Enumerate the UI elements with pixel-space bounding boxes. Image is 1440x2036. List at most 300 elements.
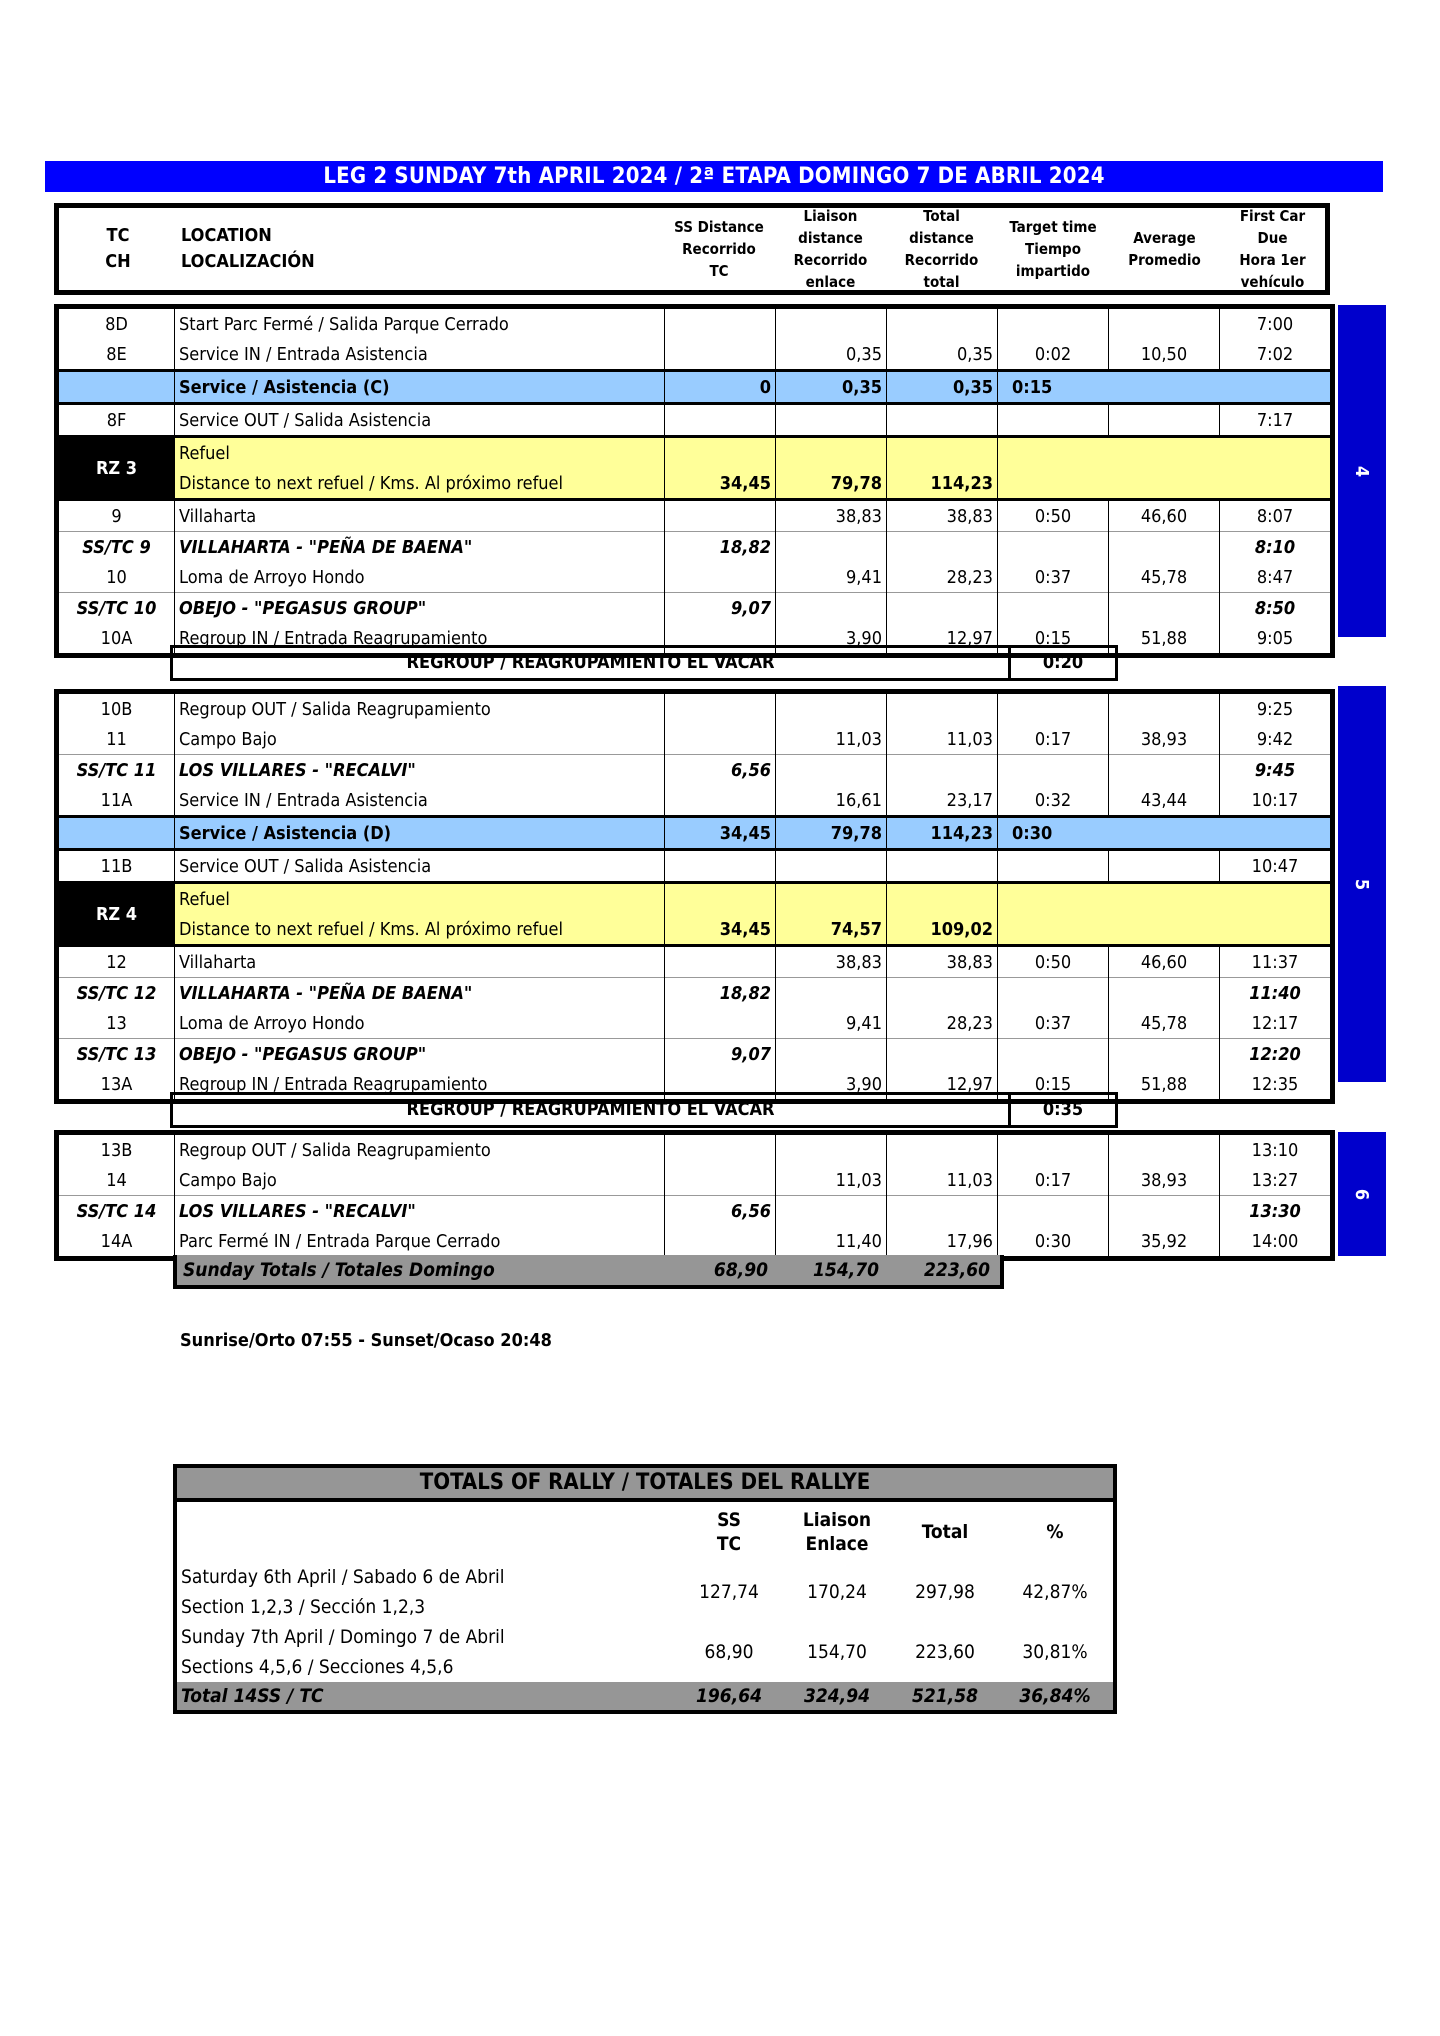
special-stage-row [57,978,1333,1009]
table-row [57,692,1333,725]
row-desc [177,1562,675,1622]
header-line: TC [709,262,729,280]
ss-distance: 0 [665,371,776,404]
liaison-distance: 38,83 [776,500,887,532]
location: VILLAHARTA - "PEÑA DE BAENA" [175,978,665,1009]
sunday-totals-ss: 68,90 [713,1259,768,1281]
first-car-time: 11:40 [1220,978,1333,1009]
liaison-distance [776,532,887,563]
control-code: 11 [57,724,175,755]
row-total: 297,98 [915,1581,975,1603]
liaison-distance [776,1039,887,1070]
location: OBEJO - "PEGASUS GROUP" [175,1039,665,1070]
total-distance [887,1039,998,1070]
ss-distance [665,1133,776,1166]
refuel-total-spacer [887,437,998,469]
average-speed [1109,978,1220,1009]
col-line: SS [717,1509,741,1531]
total-distance: 0,35 [887,371,998,404]
control-code: 8F [57,404,175,437]
target-time: 0:15 [998,623,1109,656]
target-time: 0:02 [998,339,1109,371]
ss-distance: 18,82 [665,532,776,563]
liaison-distance [776,593,887,624]
col-total [891,1520,999,1544]
liaison-distance: 3,90 [776,623,887,656]
refuel-liaison-spacer [776,437,887,469]
row-desc [177,1622,675,1682]
rally-totals-title: TOTALS OF RALLY / TOTALES DEL RALLYE [177,1468,1113,1502]
header-ch: CH [105,251,131,272]
ss-distance [665,692,776,725]
location: LOS VILLARES - "RECALVI" [175,1196,665,1227]
target-time: 0:17 [998,724,1109,755]
average-speed: 45,78 [1109,562,1220,593]
location: Campo Bajo [175,1165,665,1196]
target-time: 0:15 [998,1069,1109,1102]
control-code: 11B [57,850,175,883]
refuel-total-spacer [887,883,998,915]
ss-distance: 18,82 [665,978,776,1009]
refuel-ss-spacer [665,883,776,915]
target-time: 0:37 [998,562,1109,593]
sunday-totals-label: Sunday Totals / Totales Domingo [183,1259,495,1281]
rally-totals-table [173,1464,1117,1714]
target-time [998,1133,1109,1166]
liaison-distance [776,692,887,725]
first-car-time: 13:27 [1220,1165,1333,1196]
first-car-time: 8:50 [1220,593,1333,624]
average-speed [1109,1133,1220,1166]
location: VILLAHARTA - "PEÑA DE BAENA" [175,532,665,563]
total-distance: 23,17 [887,785,998,817]
col-liaison [783,1508,891,1556]
refuel-empty [998,914,1333,946]
average-speed [1109,850,1220,883]
total-pct: 36,84% [1019,1685,1091,1707]
table-row [57,1165,1333,1196]
liaison-distance: 3,90 [776,1069,887,1102]
refuel-liaison-spacer [776,883,887,915]
control-code: 11A [57,785,175,817]
row-ss: 127,74 [699,1581,759,1603]
average-speed: 51,88 [1109,623,1220,656]
control-code: 13 [57,1008,175,1039]
col-line: % [1046,1521,1064,1543]
header-line: Target time [1009,218,1097,236]
total-ss: 196,64 [696,1685,762,1707]
header-average [1109,208,1220,290]
total-distance: 12,97 [887,623,998,656]
control-code: SS/TC 10 [57,593,175,624]
location: Service IN / Entrada Asistencia [175,339,665,371]
header-location-es: LOCALIZACIÓN [181,251,315,272]
location: Service / Asistencia (D) [175,817,665,850]
control-code: SS/TC 13 [57,1039,175,1070]
location: OBEJO - "PEGASUS GROUP" [175,593,665,624]
control-code: 9 [57,500,175,532]
header-location [181,208,661,290]
header-line: Recorrido [793,251,868,269]
sunrise-sunset: Sunrise/Orto 07:55 - Sunset/Ocaso 20:48 [180,1330,552,1351]
header-line: Due [1257,229,1288,247]
liaison-distance [776,307,887,340]
section-number: 5 [1351,878,1373,890]
row-line2: Sections 4,5,6 / Secciones 4,5,6 [181,1656,454,1678]
total-distance: 38,83 [887,500,998,532]
header-line: Liaison [803,207,858,225]
liaison-distance: 79,78 [776,817,887,850]
ss-distance: 6,56 [665,1196,776,1227]
average-speed [1109,1196,1220,1227]
row-liaison: 154,70 [807,1641,867,1663]
location: Service OUT / Salida Asistencia [175,850,665,883]
special-stage-row [57,593,1333,624]
section-4-table [54,304,1335,658]
target-time [998,1039,1109,1070]
col-line: Total [921,1521,969,1543]
refuel-ss: 34,45 [665,468,776,500]
header-line: distance [798,229,863,247]
target-time [998,532,1109,563]
location: Villaharta [175,946,665,978]
col-line: Enlace [805,1533,869,1555]
refuel-distance-label: Distance to next refuel / Kms. Al próximo refuel [175,468,665,500]
average-speed: 43,44 [1109,785,1220,817]
average-speed: 51,88 [1109,1069,1220,1102]
total-distance: 38,83 [887,946,998,978]
table-row [57,1008,1333,1039]
section-marker-6 [1338,1132,1386,1256]
location: LOS VILLARES - "RECALVI" [175,755,665,786]
location: Parc Fermé IN / Entrada Parque Cerrado [175,1226,665,1259]
location: Service OUT / Salida Asistencia [175,404,665,437]
sunday-totals [173,1255,1004,1289]
total-distance [887,1196,998,1227]
section-marker-5 [1338,686,1386,1082]
target-time [998,850,1109,883]
control-code: SS/TC 14 [57,1196,175,1227]
row-pct: 42,87% [1022,1581,1088,1603]
ss-distance [665,404,776,437]
header-line: Recorrido [904,251,979,269]
first-car-time: 13:30 [1220,1196,1333,1227]
special-stage-row [57,532,1333,563]
rally-totals-row [177,1622,1113,1682]
rally-totals-row [177,1562,1113,1622]
total-distance [887,307,998,340]
header-target-time [997,208,1109,290]
header-liaison-distance [775,208,886,290]
refuel-liaison: 79,78 [776,468,887,500]
target-time: 0:50 [998,500,1109,532]
first-car-time: 10:47 [1220,850,1333,883]
section-marker-4 [1338,305,1386,637]
ss-distance [665,1008,776,1039]
first-car-time: 9:25 [1220,692,1333,725]
col-line: Liaison [802,1509,872,1531]
sunday-totals-liaison: 154,70 [813,1259,879,1281]
control-code: 13A [57,1069,175,1102]
header-line: Total [923,207,960,225]
target-time: 0:15 [998,371,1109,404]
ss-distance [665,785,776,817]
section-6-table [54,1130,1335,1261]
location: Regroup IN / Entrada Reagrupamiento [175,1069,665,1102]
col-pct [999,1520,1111,1544]
table-row [57,500,1333,532]
refuel-row [57,437,1333,469]
total-distance: 17,96 [887,1226,998,1259]
first-car-time: 9:45 [1220,755,1333,786]
table-row [57,562,1333,593]
ss-distance: 9,07 [665,1039,776,1070]
table-row [57,1133,1333,1166]
special-stage-row [57,1196,1333,1227]
average-speed: 46,60 [1109,500,1220,532]
regroup-label: REGROUP / REAGRUPAMIENTO EL VACAR [406,1099,775,1120]
control-code: 8D [57,307,175,340]
ss-distance: 34,45 [665,817,776,850]
sunday-totals-total: 223,60 [924,1259,990,1281]
first-car-time: 12:35 [1220,1069,1333,1102]
target-time [998,307,1109,340]
total-distance [887,532,998,563]
control-code: 10B [57,692,175,725]
refuel-distance-row [57,914,1333,946]
total-liaison: 324,94 [804,1685,870,1707]
table-row [57,1226,1333,1259]
average-speed: 38,93 [1109,724,1220,755]
ss-distance [665,946,776,978]
total-distance [887,978,998,1009]
header-tc-ch [59,208,177,290]
total-distance: 12,97 [887,1069,998,1102]
location: Service / Asistencia (C) [175,371,665,404]
average-speed [1109,532,1220,563]
ss-distance [665,724,776,755]
first-car-time: 8:47 [1220,562,1333,593]
liaison-distance [776,850,887,883]
row-line1: Sunday 7th April / Domingo 7 de Abril [181,1626,505,1648]
first-car-time: 10:17 [1220,785,1333,817]
total-label: Total 14SS / TC [181,1685,324,1707]
location: Loma de Arroyo Hondo [175,562,665,593]
total-distance [887,850,998,883]
target-time [998,755,1109,786]
header-line: Hora 1er [1239,251,1306,269]
total-distance: 11,03 [887,1165,998,1196]
rally-totals-total-row [177,1682,1113,1710]
liaison-distance: 9,41 [776,1008,887,1039]
ss-distance [665,339,776,371]
ss-distance [665,307,776,340]
first-car-time: 7:02 [1220,339,1333,371]
section-number: 4 [1351,465,1373,477]
table-row [57,404,1333,437]
control-code: SS/TC 11 [57,755,175,786]
refuel-liaison: 74,57 [776,914,887,946]
total-distance: 0,35 [887,339,998,371]
service-row [57,371,1333,404]
header-line: Promedio [1128,251,1201,269]
row-line1: Saturday 6th April / Sabado 6 de Abril [181,1566,505,1588]
average-speed: 38,93 [1109,1165,1220,1196]
special-stage-row [57,1039,1333,1070]
ss-distance [665,562,776,593]
table-row [57,785,1333,817]
service-row [57,817,1333,850]
refuel-ss-spacer [665,437,776,469]
table-row [57,307,1333,340]
first-car-time: 7:00 [1220,307,1333,340]
header-location-en: LOCATION [181,225,272,246]
average-speed [1109,1039,1220,1070]
header-line: enlace [805,273,856,291]
location: Regroup OUT / Salida Reagrupamiento [175,1133,665,1166]
liaison-distance [776,755,887,786]
col-line: TC [716,1533,742,1555]
average-speed [1109,404,1220,437]
section-5-table [54,689,1335,1104]
table-row [57,946,1333,978]
first-car-time: 9:42 [1220,724,1333,755]
liaison-distance: 0,35 [776,371,887,404]
row-liaison: 170,24 [807,1581,867,1603]
target-time: 0:32 [998,785,1109,817]
row-line2: Section 1,2,3 / Sección 1,2,3 [181,1596,426,1618]
control-code: 10 [57,562,175,593]
average-speed [1109,593,1220,624]
control-code: 12 [57,946,175,978]
target-time: 0:30 [998,817,1109,850]
average-speed: 10,50 [1109,339,1220,371]
target-time: 0:17 [998,1165,1109,1196]
first-car-time: 7:17 [1220,404,1333,437]
regroup-label: REGROUP / REAGRUPAMIENTO EL VACAR [406,652,775,673]
refuel-total: 114,23 [887,468,998,500]
average-speed: 46,60 [1109,946,1220,978]
first-car-time: 11:37 [1220,946,1333,978]
liaison-distance: 11,40 [776,1226,887,1259]
first-car-time: 13:10 [1220,1133,1333,1166]
header-line: vehículo [1240,273,1305,291]
liaison-distance: 38,83 [776,946,887,978]
location: Service IN / Entrada Asistencia [175,785,665,817]
liaison-distance [776,404,887,437]
control-code: SS/TC 9 [57,532,175,563]
refuel-zone-label: RZ 4 [57,883,175,946]
liaison-distance: 11,03 [776,724,887,755]
col-ss [675,1508,783,1556]
liaison-distance [776,1133,887,1166]
liaison-distance [776,1196,887,1227]
header-line: distance [909,229,974,247]
average-speed [1109,307,1220,340]
ss-distance [665,1226,776,1259]
ss-distance [665,850,776,883]
header-line: Recorrido [682,240,756,258]
header-total-distance [886,208,997,290]
control-code [57,371,175,404]
header-line: Average [1133,229,1196,247]
refuel-empty [998,468,1333,500]
target-time [998,692,1109,725]
regroup-box-1 [170,645,1118,681]
column-header [54,203,1330,295]
ss-distance: 6,56 [665,755,776,786]
header-first-car [1220,208,1325,290]
header-line: First Car [1239,207,1306,225]
refuel-empty [998,883,1333,915]
target-time [998,1196,1109,1227]
control-code: 14 [57,1165,175,1196]
control-code: 14A [57,1226,175,1259]
target-time: 0:37 [998,1008,1109,1039]
refuel-label: Refuel [175,883,665,915]
target-time: 0:50 [998,946,1109,978]
first-car-time: 9:05 [1220,623,1333,656]
regroup-time: 0:20 [1008,648,1115,678]
average-speed: 45,78 [1109,1008,1220,1039]
header-ss-distance [663,208,775,290]
ss-distance [665,1165,776,1196]
liaison-distance: 0,35 [776,339,887,371]
control-code: 8E [57,339,175,371]
total-distance: 28,23 [887,1008,998,1039]
total-distance [887,755,998,786]
control-code: SS/TC 12 [57,978,175,1009]
location: Loma de Arroyo Hondo [175,1008,665,1039]
refuel-empty [998,437,1333,469]
total-distance [887,692,998,725]
average-speed: 35,92 [1109,1226,1220,1259]
average-speed [1109,755,1220,786]
refuel-label: Refuel [175,437,665,469]
header-line: Tiempo [1025,240,1081,258]
row-pct: 30,81% [1022,1641,1088,1663]
ss-distance [665,500,776,532]
location: Campo Bajo [175,724,665,755]
header-line: impartido [1015,262,1091,280]
total-distance: 11,03 [887,724,998,755]
refuel-row [57,883,1333,915]
total-distance: 28,23 [887,562,998,593]
ss-distance: 9,07 [665,593,776,624]
target-time [998,593,1109,624]
first-car-time: 8:10 [1220,532,1333,563]
refuel-distance-row [57,468,1333,500]
liaison-distance: 11,03 [776,1165,887,1196]
header-line: total [923,273,960,291]
empty [1109,817,1333,850]
total-total: 521,58 [912,1685,978,1707]
special-stage-row [57,755,1333,786]
total-distance [887,404,998,437]
empty [1109,371,1333,404]
table-row [57,339,1333,371]
refuel-total: 109,02 [887,914,998,946]
row-total: 223,60 [915,1641,975,1663]
liaison-distance: 9,41 [776,562,887,593]
header-tc: TC [106,225,130,246]
leg-title: LEG 2 SUNDAY 7th APRIL 2024 / 2ª ETAPA DOMINGO 7 DE ABRIL 2024 [45,161,1383,192]
table-row [57,850,1333,883]
target-time: 0:30 [998,1226,1109,1259]
location: Start Parc Fermé / Salida Parque Cerrado [175,307,665,340]
total-distance [887,593,998,624]
first-car-time: 12:20 [1220,1039,1333,1070]
